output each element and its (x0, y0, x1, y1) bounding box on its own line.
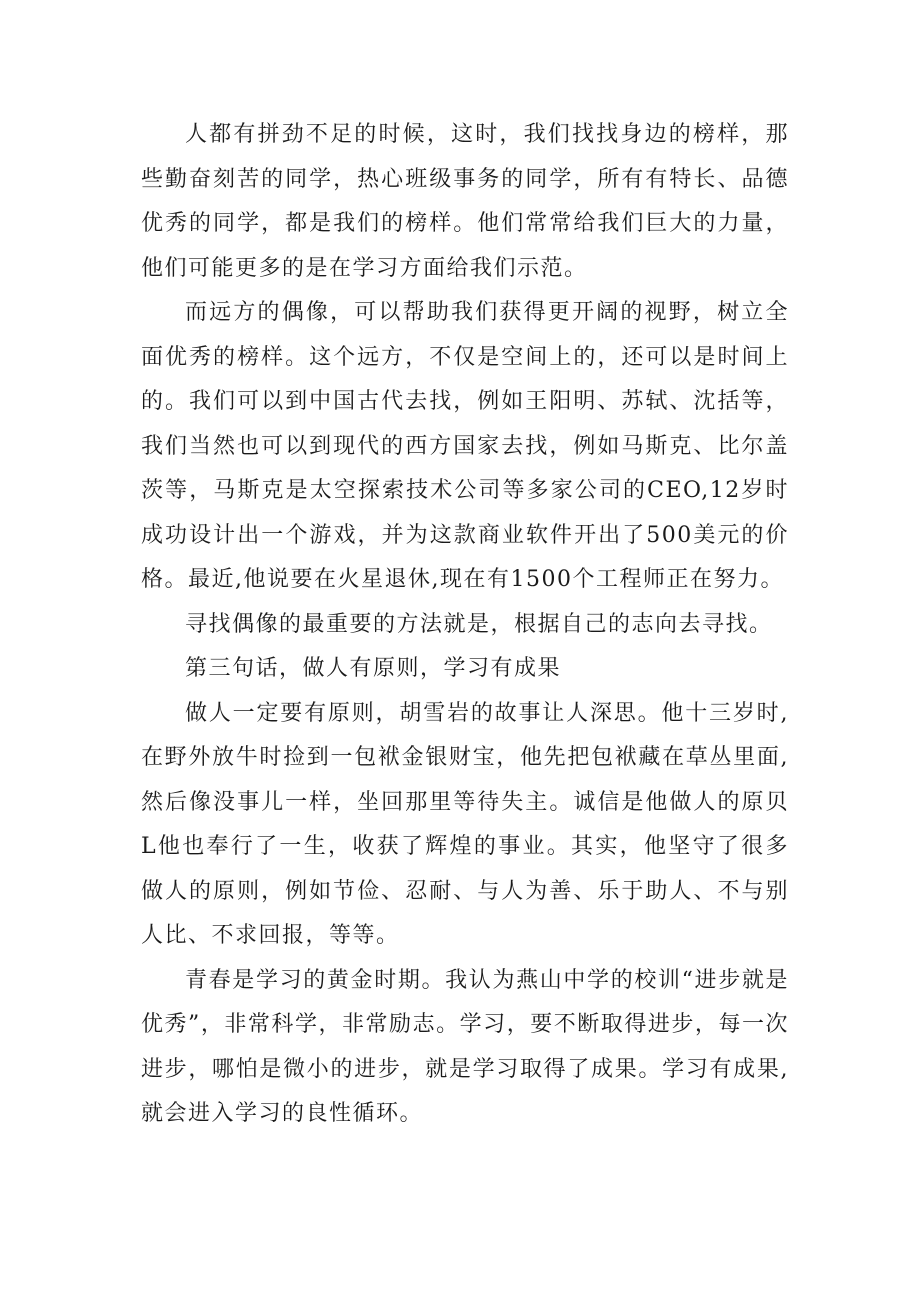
paragraph-distant-idols: 而远方的偶像，可以帮助我们获得更开阔的视野，树立全面优秀的榜样。这个远方，不仅是空间上的，还可以是时间上的。我们可以到中国古代去找，例如王阳明、苏轼、沈括等，我们当然也可以到现代的西方国家去找，例如马斯克、比尔盖茨等，马斯克是太空探索技术公司等多家公司的CEO,12岁时成功设计出一个游戏，并为这款商业软件开出了500美元的价格。最近,他说要在火星退休,现在有1500个工程师正在努力。 (141, 300, 789, 592)
paragraph-learning-results: 青春是学习的黄金时期。我认为燕山中学的校训“进步就是优秀”，非常科学，非常励志。学习，要不断取得进步，每一次进步，哪怕是微小的进步，就是学习取得了成果。学习有成果,就会进入学习的良性循环。 (141, 967, 789, 1126)
section-heading-third-saying: 第三句话，做人有原则，学习有成果 (185, 656, 562, 681)
paragraph-role-models: 人都有拼劲不足的时候，这时，我们找找身边的榜样，那些勤奋刻苦的同学，热心班级事务的同学，所有有特长、品德优秀的同学，都是我们的榜样。他们常常给我们巨大的力量，他们可能更多的是在学习方面给我们示范。 (141, 122, 789, 281)
paragraph-finding-idols: 寻找偶像的最重要的方法就是，根据自己的志向去寻找。 (185, 611, 773, 637)
document-body (141, 113, 789, 1137)
paragraph-principles: 做人一定要有原则，胡雪岩的故事让人深思。他十三岁时,在野外放牛时捡到一包袱金银财宝，他先把包袱藏在草丛里面,然后像没事儿一样，坐回那里等待失主。诚信是他做人的原贝L他也奉行了一生，收获了辉煌的事业。其实，他坚守了很多做人的原则，例如节俭、忍耐、与人为善、乐于助人、不与别人比、不求回报，等等。 (141, 700, 789, 948)
